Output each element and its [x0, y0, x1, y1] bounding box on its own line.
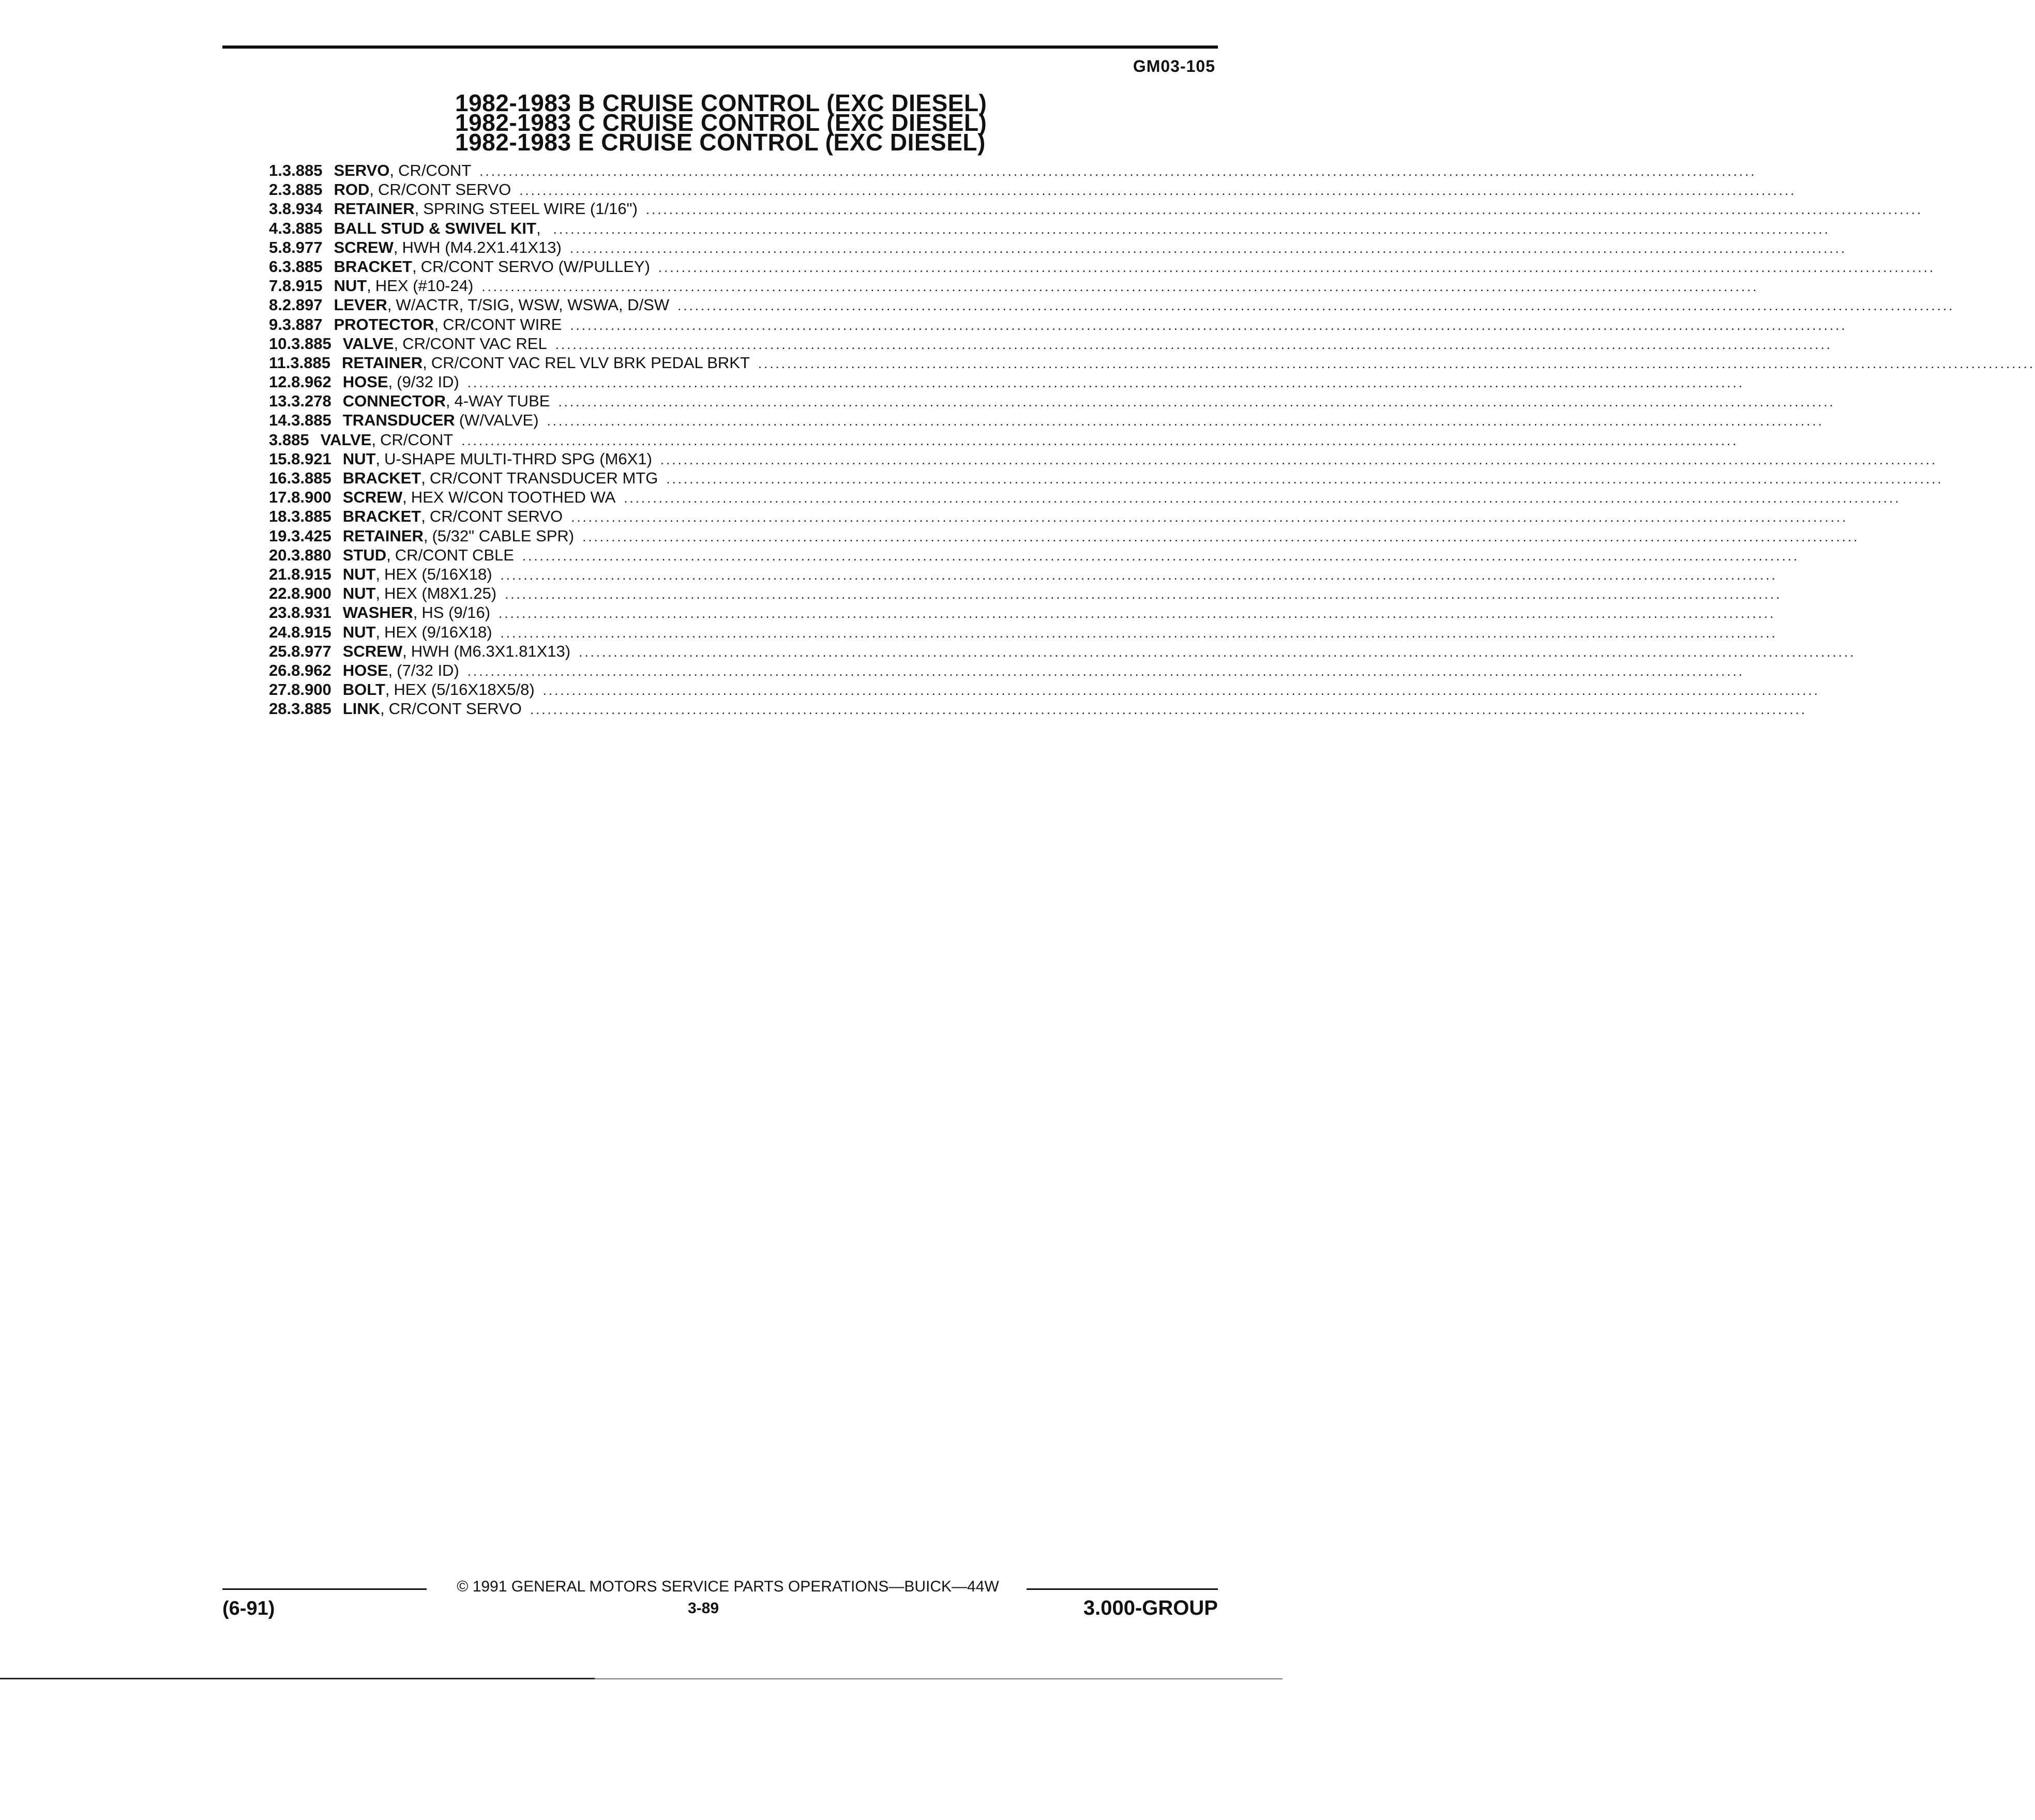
group-number: 3.880 [291, 545, 331, 564]
parts-list-row [269, 603, 1776, 623]
part-description: U-SHAPE MULTI-THRD SPG (M6X1) [384, 449, 652, 468]
dot-leader: ............................................................................................................................................................................................................................ [500, 567, 1777, 583]
parts-list-row [269, 642, 1856, 661]
part-name: WASHER [342, 603, 413, 622]
parts-list-row [269, 296, 1955, 315]
group-number: 8.962 [291, 373, 331, 391]
item-number: 18. [269, 507, 292, 526]
name-separator: , [389, 161, 395, 179]
part-name: SCREW [342, 642, 403, 660]
item-number: 1. [269, 161, 282, 179]
part-description: HS (9/16) [421, 603, 491, 622]
name-separator: , [434, 315, 439, 333]
name-separator: , [423, 526, 428, 545]
item-number: 27. [269, 680, 292, 699]
dot-leader: ............................................................................................................................................................................................................................ [582, 528, 1860, 544]
name-separator: , [402, 642, 407, 660]
dot-leader: ............................................................................................................................................................................................................................ [569, 240, 1847, 256]
group-number: 3.885 [269, 430, 309, 449]
dot-leader: ............................................................................................................................................................................................................................ [666, 471, 1943, 487]
part-name: SCREW [334, 238, 394, 256]
item-number: 9. [269, 315, 282, 333]
group-number: 3.885 [291, 507, 331, 526]
item-number: 14. [269, 411, 292, 430]
parts-list-row [269, 545, 1800, 565]
parts-list-row [269, 584, 1782, 603]
parts-list-row [269, 277, 1759, 296]
part-name: NUT [334, 277, 367, 295]
parts-list-row [269, 449, 1938, 469]
title-line: 1982-1983 E CRUISE CONTROL (EXC DIESEL) [455, 129, 986, 156]
part-name: RETAINER [334, 200, 415, 218]
dot-leader: ............................................................................................................................................................................................................................ [645, 202, 1923, 218]
name-separator: , [393, 238, 398, 256]
name-separator: , [388, 661, 393, 679]
title-line: 1982-1983 C CRUISE CONTROL (EXC DIESEL) [455, 109, 987, 136]
page-number: 3-89 [687, 1600, 719, 1617]
name-separator: , [412, 257, 417, 276]
part-description: HEX (M8X1.25) [384, 584, 497, 603]
item-number: 21. [269, 565, 292, 583]
group-number: 8.915 [282, 277, 323, 295]
part-name: VALVE [342, 334, 394, 353]
group-number: 3.885 [282, 257, 323, 276]
dot-leader: ............................................................................................................................................................................................................................ [660, 451, 1938, 467]
group-number: 3.885 [291, 334, 331, 353]
part-description: HEX (#10-24) [375, 277, 474, 295]
part-name: LEVER [334, 296, 387, 314]
parts-list-row [269, 623, 1777, 642]
parts-list-row [269, 680, 1820, 700]
part-description: HEX W/CON TOOTHED WA [411, 488, 616, 507]
group-number: 3.885 [291, 469, 331, 487]
parts-list-row [269, 565, 1777, 584]
dot-leader: ............................................................................................................................................................................................................................ [481, 279, 1759, 295]
item-number: 8. [269, 296, 282, 314]
parts-list-row [269, 700, 1807, 719]
part-name: SCREW [342, 488, 403, 507]
group-number: 8.915 [291, 623, 331, 641]
parts-list-row [269, 373, 1744, 392]
part-name: BALL STUD & SWIVEL KIT [334, 219, 536, 237]
dot-leader: ............................................................................................................................................................................................................................ [758, 355, 2035, 371]
dot-leader: ............................................................................................................................................................................................................................ [499, 605, 1776, 621]
footer-rule-right [1027, 1588, 1218, 1590]
name-separator: , [387, 296, 392, 314]
part-name: RETAINER [342, 526, 424, 545]
parts-list-row [269, 469, 1943, 488]
footer-rule-left [222, 1588, 427, 1590]
part-description: CR/CONT TRANSDUCER MTG [429, 469, 658, 487]
part-description: CR/CONT [380, 430, 454, 449]
group-number: 8.900 [291, 488, 331, 507]
item-number: 4. [269, 219, 282, 237]
revision-date: (6-91) [222, 1598, 275, 1619]
part-name: NUT [342, 623, 376, 641]
part-name: STUD [342, 545, 387, 564]
group-number: 3.425 [291, 526, 331, 545]
title-line: 1982-1983 B CRUISE CONTROL (EXC DIESEL) [455, 89, 987, 116]
parts-list-row [269, 488, 1901, 507]
item-number: 20. [269, 545, 292, 564]
name-separator: , [375, 449, 381, 468]
name-separator: , [413, 603, 418, 622]
dot-leader: ............................................................................................................................................................................................................................ [522, 548, 1800, 564]
part-description: W/ACTR, T/SIG, WSW, WSWA, D/SW [396, 296, 670, 314]
top-rule [222, 46, 1218, 49]
bottom-rule [0, 1678, 595, 1679]
dot-leader: ............................................................................................................................................................................................................................ [677, 298, 1955, 314]
parts-list-row [269, 334, 1832, 354]
item-number: 13. [269, 392, 292, 411]
part-description: CR/CONT CBLE [395, 545, 514, 564]
part-description: HWH (M4.2X1.41X13) [402, 238, 562, 256]
group-number: 2.897 [282, 296, 323, 314]
name-separator: , [445, 392, 450, 411]
bottom-rule-faded [595, 1678, 1283, 1679]
name-separator: , [536, 219, 541, 237]
name-separator: , [423, 353, 427, 372]
group-number: 8.921 [291, 449, 331, 468]
parts-list-row [269, 180, 1797, 200]
parts-list [269, 161, 2035, 719]
parts-list-row [269, 507, 1848, 526]
part-name: BRACKET [342, 507, 421, 526]
name-separator: , [394, 334, 399, 353]
parts-list-row [269, 238, 1847, 257]
copyright-notice: © 1991 GENERAL MOTORS SERVICE PARTS OPERATIONS—BUICK—44W [457, 1578, 999, 1595]
group-number: 8.977 [282, 238, 323, 256]
part-name: PROTECTOR [334, 315, 434, 333]
part-name: VALVE [320, 430, 372, 449]
group-number: 3.885 [290, 353, 330, 372]
part-name: BRACKET [342, 469, 421, 487]
part-description: CR/CONT SERVO [378, 180, 511, 199]
part-description: CR/CONT [398, 161, 472, 179]
name-separator: , [367, 277, 371, 295]
dot-leader: ............................................................................................................................................................................................................................ [553, 221, 1830, 237]
name-separator: , [402, 488, 407, 507]
dot-leader: ............................................................................................................................................................................................................................ [658, 259, 1936, 275]
group-number: 3.885 [282, 219, 323, 237]
part-description: HEX (5/16X18) [384, 565, 492, 583]
dot-leader: ............................................................................................................................................................................................................................ [570, 317, 1847, 333]
dot-leader: ............................................................................................................................................................................................................................ [467, 663, 1744, 679]
group-number: 3.887 [282, 315, 323, 333]
part-name: NUT [342, 565, 376, 583]
item-number: 24. [269, 623, 292, 641]
dot-leader: ............................................................................................................................................................................................................................ [624, 490, 1901, 506]
part-description: 4-WAY TUBE [454, 392, 550, 411]
name-separator: , [388, 373, 393, 391]
group-number: 3.278 [291, 392, 331, 411]
dot-leader: ............................................................................................................................................................................................................................ [571, 509, 1848, 525]
item-number: 2. [269, 180, 282, 199]
item-number: 6. [269, 257, 282, 276]
dot-leader: ............................................................................................................................................................................................................................ [500, 625, 1777, 641]
part-name: BRACKET [334, 257, 412, 276]
parts-list-row [269, 411, 1824, 430]
item-number: 5. [269, 238, 282, 256]
parts-list-row [269, 661, 1744, 680]
part-description: HEX (5/16X18X5/8) [394, 680, 535, 699]
name-separator: , [380, 700, 385, 718]
dot-leader: ............................................................................................................................................................................................................................ [530, 702, 1807, 718]
part-name: NUT [342, 449, 376, 468]
part-name: NUT [342, 584, 376, 603]
group-number: 8.900 [291, 680, 331, 699]
name-separator: , [375, 623, 381, 641]
item-number: 15. [269, 449, 292, 468]
parts-list-row [269, 257, 1936, 277]
parts-list-row [269, 526, 1860, 546]
name-separator: , [375, 565, 381, 583]
name-separator: , [414, 200, 419, 218]
item-number: 12. [269, 373, 292, 391]
dot-leader: ............................................................................................................................................................................................................................ [461, 432, 1739, 448]
group-number: 8.931 [291, 603, 331, 622]
name-separator: , [369, 180, 374, 199]
part-description: (W/VALVE) [459, 411, 539, 430]
name-separator: , [421, 507, 426, 526]
part-name: HOSE [342, 373, 388, 391]
dot-leader: ............................................................................................................................................................................................................................ [505, 586, 1782, 602]
item-number: 28. [269, 700, 292, 718]
part-name: TRANSDUCER [342, 411, 455, 430]
part-name: RETAINER [341, 353, 423, 372]
item-number: 19. [269, 526, 292, 545]
item-number: 26. [269, 661, 292, 679]
name-separator: , [421, 469, 426, 487]
group-number: 3.885 [291, 411, 331, 430]
part-description: SPRING STEEL WIRE (1/16") [423, 200, 638, 218]
part-description: CR/CONT SERVO [429, 507, 563, 526]
dot-leader: ............................................................................................................................................................................................................................ [547, 413, 1824, 429]
part-description: CR/CONT SERVO (W/PULLEY) [420, 257, 650, 276]
name-separator: , [375, 584, 381, 603]
name-separator: , [371, 430, 376, 449]
item-number: 10. [269, 334, 292, 353]
parts-list-row [269, 219, 1830, 238]
part-description: CR/CONT SERVO [388, 700, 522, 718]
parts-list-row [269, 353, 2035, 373]
parts-list-row [269, 315, 1847, 335]
dot-leader: ............................................................................................................................................................................................................................ [555, 336, 1832, 352]
part-name: LINK [342, 700, 381, 718]
part-name: CONNECTOR [342, 392, 446, 411]
dot-leader: ............................................................................................................................................................................................................................ [467, 375, 1744, 391]
name-separator: , [385, 680, 390, 699]
group-number: 3.885 [282, 161, 323, 179]
parts-list-row [269, 200, 1923, 219]
item-number: 11. [269, 353, 291, 372]
dot-leader: ............................................................................................................................................................................................................................ [579, 644, 1856, 660]
part-description: CR/CONT VAC REL [402, 334, 547, 353]
item-number: 25. [269, 642, 292, 660]
parts-list-row [269, 161, 1757, 180]
parts-list-row [269, 392, 1835, 411]
item-number: 16. [269, 469, 292, 487]
dot-leader: ............................................................................................................................................................................................................................ [558, 394, 1835, 410]
group-code: 3.000-GROUP [1083, 1597, 1218, 1619]
name-separator: , [386, 545, 391, 564]
document-id: GM03-105 [1133, 57, 1215, 75]
part-description: (7/32 ID) [397, 661, 459, 679]
part-description: (5/32" CABLE SPR) [432, 526, 575, 545]
catalog-titles [455, 89, 1024, 156]
item-number: 23. [269, 603, 292, 622]
group-number: 8.962 [291, 661, 331, 679]
part-name: SERVO [334, 161, 390, 179]
part-description: HEX (9/16X18) [384, 623, 492, 641]
group-number: 8.934 [282, 200, 323, 218]
part-name: HOSE [342, 661, 388, 679]
group-number: 8.915 [291, 565, 331, 583]
part-description: CR/CONT VAC REL VLV BRK PEDAL BRKT [431, 353, 750, 372]
item-number: 17. [269, 488, 292, 507]
dot-leader: ............................................................................................................................................................................................................................ [542, 682, 1820, 699]
part-description: HWH (M6.3X1.81X13) [411, 642, 571, 660]
group-number: 8.977 [291, 642, 331, 660]
group-number: 8.900 [291, 584, 331, 603]
dot-leader: ............................................................................................................................................................................................................................ [479, 163, 1757, 179]
item-number: 7. [269, 277, 282, 295]
part-description: (9/32 ID) [397, 373, 459, 391]
part-name: BOLT [342, 680, 385, 699]
group-number: 3.885 [291, 700, 331, 718]
dot-leader: ............................................................................................................................................................................................................................ [519, 183, 1797, 199]
parts-list-row [269, 430, 1739, 450]
group-number: 3.885 [282, 180, 323, 199]
item-number: 22. [269, 584, 292, 603]
part-name: ROD [334, 180, 370, 199]
part-description: CR/CONT WIRE [443, 315, 562, 333]
item-number: 3. [269, 200, 282, 218]
